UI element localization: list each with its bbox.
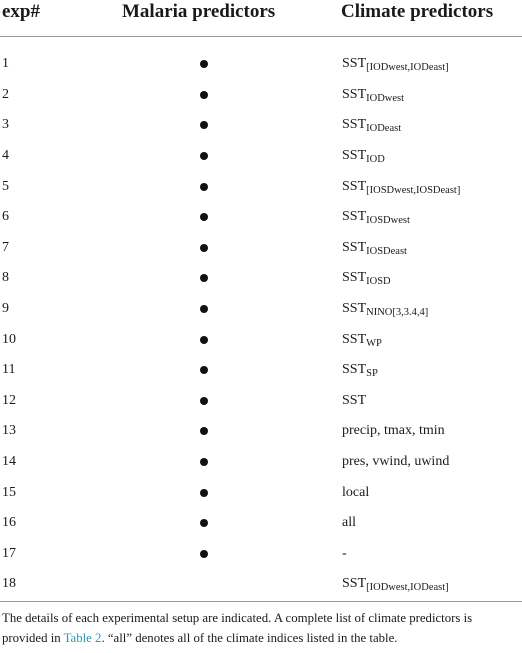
climate-predictor-subscript: [IODwest,IODeast] (366, 62, 449, 74)
table-row (0, 294, 522, 325)
climate-predictor (342, 56, 449, 72)
climate-predictor-subscript: WP (366, 337, 382, 349)
climate-predictor (342, 209, 410, 225)
table-row (0, 49, 522, 80)
climate-predictor (342, 240, 407, 256)
malaria-bullet-icon (200, 91, 208, 99)
table-2-link[interactable]: Table 2 (63, 631, 102, 645)
exp-number: 12 (2, 392, 16, 408)
climate-predictor (342, 485, 369, 501)
climate-predictor (342, 332, 382, 348)
climate-predictor-subscript: SP (366, 368, 378, 380)
table-row (0, 202, 522, 233)
header-climate-predictors: Climate predictors (341, 1, 494, 22)
climate-predictor-base: SST (342, 331, 367, 347)
exp-number: 9 (2, 301, 9, 317)
table-row (0, 447, 522, 478)
malaria-bullet-icon (200, 274, 208, 282)
climate-predictor (342, 423, 445, 439)
climate-predictor-subscript: IODeast (366, 123, 402, 135)
malaria-bullet-icon (200, 489, 208, 497)
exp-number: 10 (2, 331, 16, 347)
exp-number: 6 (2, 209, 9, 225)
exp-number: 18 (2, 576, 16, 592)
malaria-bullet-icon (200, 183, 208, 191)
climate-predictor-base: - (342, 545, 347, 561)
malaria-bullet-icon (200, 244, 208, 252)
climate-predictor-base: local (342, 484, 370, 500)
climate-predictor-base: SST (342, 301, 367, 317)
bottom-rule (0, 601, 522, 602)
table-row (0, 324, 522, 355)
climate-predictor (342, 301, 428, 317)
climate-predictor-base: SST (342, 86, 367, 102)
table-header (0, 0, 522, 37)
climate-predictor-base: SST (342, 576, 367, 592)
header-exp: exp# (2, 1, 40, 22)
climate-predictor (342, 576, 449, 592)
exp-number: 16 (2, 515, 16, 531)
climate-predictor (342, 546, 347, 562)
exp-number: 7 (2, 239, 9, 255)
table-row (0, 416, 522, 447)
table-row (0, 80, 522, 111)
table-footnote (2, 608, 520, 648)
exp-number: 11 (2, 362, 16, 378)
climate-predictor-base: SST (342, 178, 367, 194)
climate-predictor (342, 87, 404, 103)
table-row (0, 569, 522, 600)
climate-predictor-base: SST (342, 392, 367, 408)
exp-number: 1 (2, 56, 9, 72)
climate-predictor-base: SST (342, 148, 367, 164)
climate-predictor-subscript: IOD (366, 154, 385, 166)
climate-predictor-base: SST (342, 270, 367, 286)
malaria-bullet-icon (200, 305, 208, 313)
table-row (0, 141, 522, 172)
exp-number: 15 (2, 484, 16, 500)
exp-number: 3 (2, 117, 9, 133)
malaria-bullet-icon (200, 427, 208, 435)
exp-number: 4 (2, 148, 9, 164)
climate-predictor-subscript: IOSDwest (366, 215, 410, 227)
table-row (0, 171, 522, 202)
climate-predictor-base: precip, tmax, tmin (342, 423, 445, 439)
table-row (0, 110, 522, 141)
table-body (0, 49, 522, 600)
exp-number: 17 (2, 545, 16, 561)
exp-number: 14 (2, 454, 16, 470)
exp-number: 13 (2, 423, 16, 439)
climate-predictor-base: pres, vwind, uwind (342, 454, 450, 470)
malaria-bullet-icon (200, 213, 208, 221)
climate-predictor-base: all (342, 515, 356, 531)
table-row (0, 386, 522, 417)
malaria-bullet-icon (200, 60, 208, 68)
climate-predictor-base: SST (342, 209, 367, 225)
climate-predictor (342, 454, 449, 470)
climate-predictor-base: SST (342, 362, 367, 378)
malaria-bullet-icon (200, 121, 208, 129)
climate-predictor (342, 179, 460, 195)
header-malaria-predictors: Malaria predictors (122, 1, 276, 22)
malaria-bullet-icon (200, 519, 208, 527)
climate-predictor-subscript: [IODwest,IODeast] (366, 582, 449, 594)
malaria-bullet-icon (200, 397, 208, 405)
table-row (0, 539, 522, 570)
table-row (0, 233, 522, 264)
exp-number: 8 (2, 270, 9, 286)
malaria-bullet-icon (200, 152, 208, 160)
climate-predictor (342, 515, 356, 531)
climate-predictor (342, 393, 366, 409)
table-row (0, 477, 522, 508)
climate-predictor-base: SST (342, 117, 367, 133)
malaria-bullet-icon (200, 550, 208, 558)
climate-predictor-subscript: [IOSDwest,IOSDeast] (366, 184, 461, 196)
climate-predictor (342, 270, 391, 286)
table-row (0, 508, 522, 539)
climate-predictor (342, 148, 385, 164)
table-row (0, 263, 522, 294)
climate-predictor-subscript: NINO[3,3.4,4] (366, 307, 429, 319)
footnote-text-1: The details of each experimental setup are indicated. A complete list of climate predictors is provided in (2, 611, 473, 645)
malaria-bullet-icon (200, 336, 208, 344)
climate-predictor (342, 117, 401, 133)
exp-number: 2 (2, 86, 9, 102)
climate-predictor-base: SST (342, 56, 367, 72)
footnote-text-2: . “all” denotes all of the climate indices listed in the table. (101, 631, 398, 645)
climate-predictor (342, 362, 378, 378)
climate-predictor-subscript: IOSD (366, 276, 391, 288)
climate-predictor-subscript: IODwest (366, 92, 405, 104)
malaria-bullet-icon (200, 458, 208, 466)
table-row (0, 355, 522, 386)
climate-predictor-base: SST (342, 239, 367, 255)
climate-predictor-subscript: IOSDeast (366, 245, 407, 257)
malaria-bullet-icon (200, 366, 208, 374)
exp-number: 5 (2, 178, 9, 194)
